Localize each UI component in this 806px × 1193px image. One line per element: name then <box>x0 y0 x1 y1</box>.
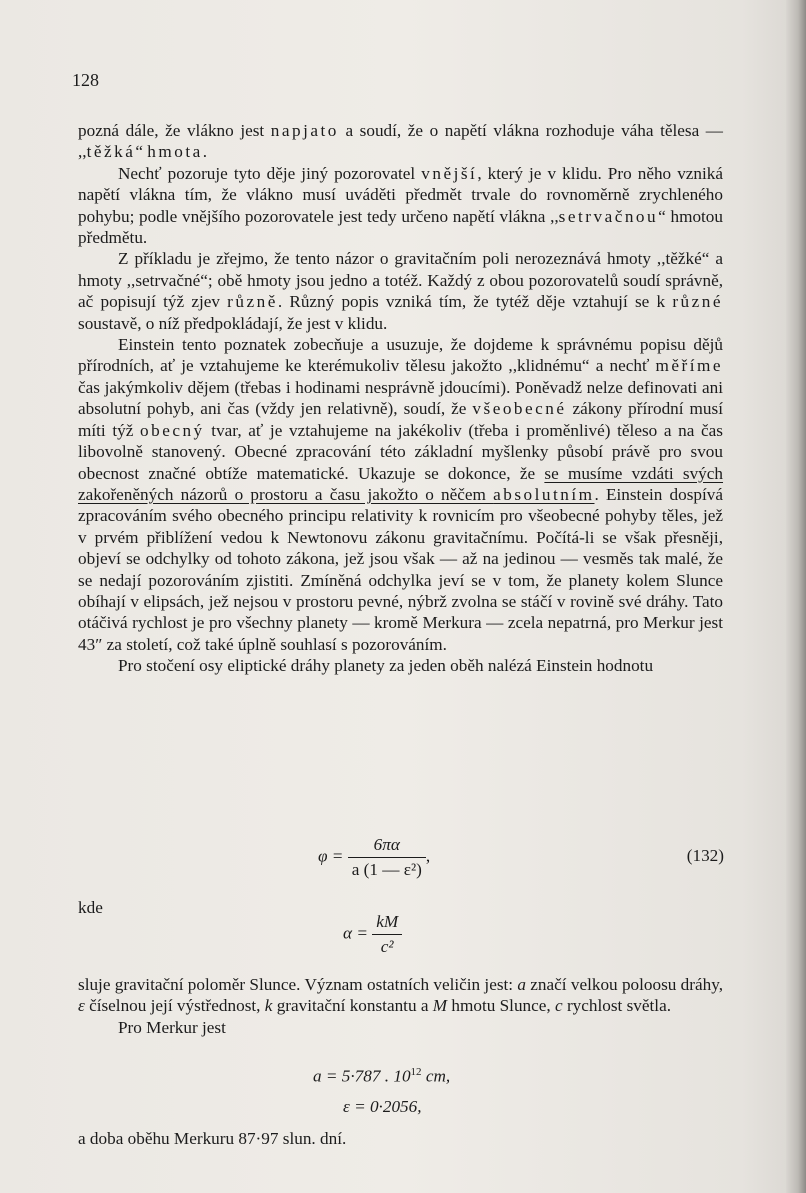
text-run: obecný <box>140 420 205 440</box>
text-run: rychlost světla. <box>562 996 671 1016</box>
paragraph-5 <box>78 655 723 676</box>
text-run: gravitační konstantu a <box>272 996 433 1016</box>
text-run: sluje gravitační poloměr Slunce. Význam ostatních veličin jest: <box>78 975 518 994</box>
text-run: tvar, ať je vztahujeme na jakékoliv (třeba i proměnlivé) těleso a na čas libovolně stanovený. Obecné zpracování této základní myšlenky působí právě pro svou obecnost značné obtíže matematické. Ukazuje se dokonce, že <box>78 420 723 483</box>
equation-a <box>313 1066 450 1087</box>
eq132-lhs: φ = <box>318 846 344 866</box>
page-number: 128 <box>72 70 99 90</box>
eq132-numerator: 6πα <box>373 835 400 854</box>
text-run: setrvačnou <box>558 206 659 226</box>
pro-merkur-line: Pro Merkur jest <box>118 1017 226 1037</box>
alpha-lhs: α = <box>343 923 368 943</box>
text-run: různé <box>672 292 723 312</box>
text-run: Einstein tento poznatek zobecňuje a usuzuje, že dojdeme k správnému popisu dějů přírodních, ať je vztahujeme ke kterémukoliv tělesu jakožto ,,klidnému“ a nechť <box>78 335 723 376</box>
alpha-numerator: kM <box>376 912 399 931</box>
text-run: . <box>202 142 208 162</box>
eq-a-value: a = 5·787 . 10 <box>313 1066 411 1086</box>
body-text-3 <box>78 1128 723 1149</box>
text-run: čas jakýmkoliv dějem (třebas i hodinami nesprávně jdoucími). Poněvadž nelze definovati ani absolutní pohyb, ani čas (vždy jen relativně), soudí, že <box>78 377 723 419</box>
text-run: c <box>555 996 563 1016</box>
text-run: . Einstein dospívá zpracováním svého obecného principu relativity k rovnicím pro všeobecné pohyby těles, jež v prvém přiblížení vedou k Newtonovu zákonu gravitačnímu. Počítá-li se však přesněji, objeví se odchylky od tohoto zákona, jež jsou však — až na jedinou — vesměs tak malé, že se nedají pozorováním zjistiti. Zmíněná odchylka jeví se v tom, že planety kolem Slunce obíhají v elipsách, jež nejsou v prostoru pevné, nýbrž zvolna se stáčí v rovině své dráhy. Tato otáčivá rychlost je pro všechny planety — kromě Merkura — zcela nepatrná, pro Merkur jest 43″ za století, což také úplně souhlasí s pozorováním. <box>78 484 723 654</box>
text-run: napjato <box>270 121 339 140</box>
text-run: absolutním <box>493 484 595 504</box>
text-run: pozná dále, že vlákno jest <box>78 121 271 140</box>
equation-number: (132) <box>686 846 724 865</box>
text-run: a <box>517 975 526 994</box>
kde-word: kde <box>78 898 103 917</box>
body-text-2 <box>78 974 723 1038</box>
alpha-fraction <box>372 912 402 957</box>
text-run: těžká <box>86 142 136 162</box>
page-edge <box>786 0 806 1193</box>
paragraph-4 <box>78 334 723 655</box>
text-run: ε <box>78 996 85 1016</box>
paragraph-after-eq <box>78 974 723 1017</box>
text-run: a soudí, že o napětí vlákna rozhoduje váha tělesa — ,, <box>78 121 723 162</box>
text-run: Z příkladu je zřejmo, že tento názor o gravitačním poli nerozeznává hmoty ,,těžké“ a hmoty ,,setrvačné“; obě hmoty jsou jedno a totéž. Každý z obou pozorovatelů soudí správně, ač popisují týž zjev <box>78 249 723 312</box>
paragraph-3 <box>78 248 723 334</box>
last-line: a doba oběhu Merkuru 87·97 slun. dní. <box>78 1129 347 1148</box>
text-run: M <box>432 996 448 1016</box>
text-run: značí velkou poloosu dráhy, <box>525 975 723 994</box>
text-run: vnější <box>421 163 478 183</box>
text-run: zákony přírodní musí míti týž <box>78 399 723 440</box>
equation-alpha <box>343 912 402 957</box>
text-run: soustavě, o níž předpokládají, že jest v klidu. <box>78 313 388 333</box>
text-run: “ <box>135 142 148 162</box>
text-run: různě <box>227 292 278 312</box>
eq-a-unit: cm, <box>421 1066 451 1086</box>
body-text <box>78 120 723 677</box>
text-run: hmotu Slunce, <box>447 996 555 1016</box>
eq132-fraction <box>348 835 426 880</box>
text-run: “ hmotou předmětu. <box>78 206 723 248</box>
text-run: hmota <box>147 142 203 162</box>
paragraph-2 <box>78 163 723 249</box>
text-run: k <box>264 996 273 1016</box>
text-run: všeobecné <box>472 399 567 419</box>
eq-a-exponent: 12 <box>410 1066 422 1078</box>
paragraph-1 <box>78 120 723 163</box>
text-run: měříme <box>655 356 723 376</box>
text-run: se musíme vzdáti svých zakořeněných názorů o prostoru a času jakožto o něčem <box>78 463 724 504</box>
text-run: Pro stočení osy eliptické dráhy planety za jeden oběh nalézá Einstein hodnotu <box>118 656 654 676</box>
text-run: . Různý popis vzniká tím, že tytéž děje vztahují se k <box>277 292 673 312</box>
equation-epsilon: ε = 0·2056, <box>343 1097 422 1116</box>
text-run: , který je v klidu. Pro něho vzniká napětí vlákna tím, že vlákno musí uváděti předmět trvale do rovnoměrně zrychleného pohybu; podle vnějšího pozorovatele jest tedy určeno napětí vlákna ,, <box>78 163 724 226</box>
alpha-denominator: c² <box>372 934 402 957</box>
text-run: Nechť pozoruje tyto děje jiný pozorovatel <box>118 163 422 183</box>
eq132-denominator: a (1 — ε²) <box>348 857 426 880</box>
text-run: číselnou její výstřednost, <box>84 996 265 1016</box>
equation-132 <box>318 835 430 880</box>
eq132-comma: , <box>425 846 431 866</box>
